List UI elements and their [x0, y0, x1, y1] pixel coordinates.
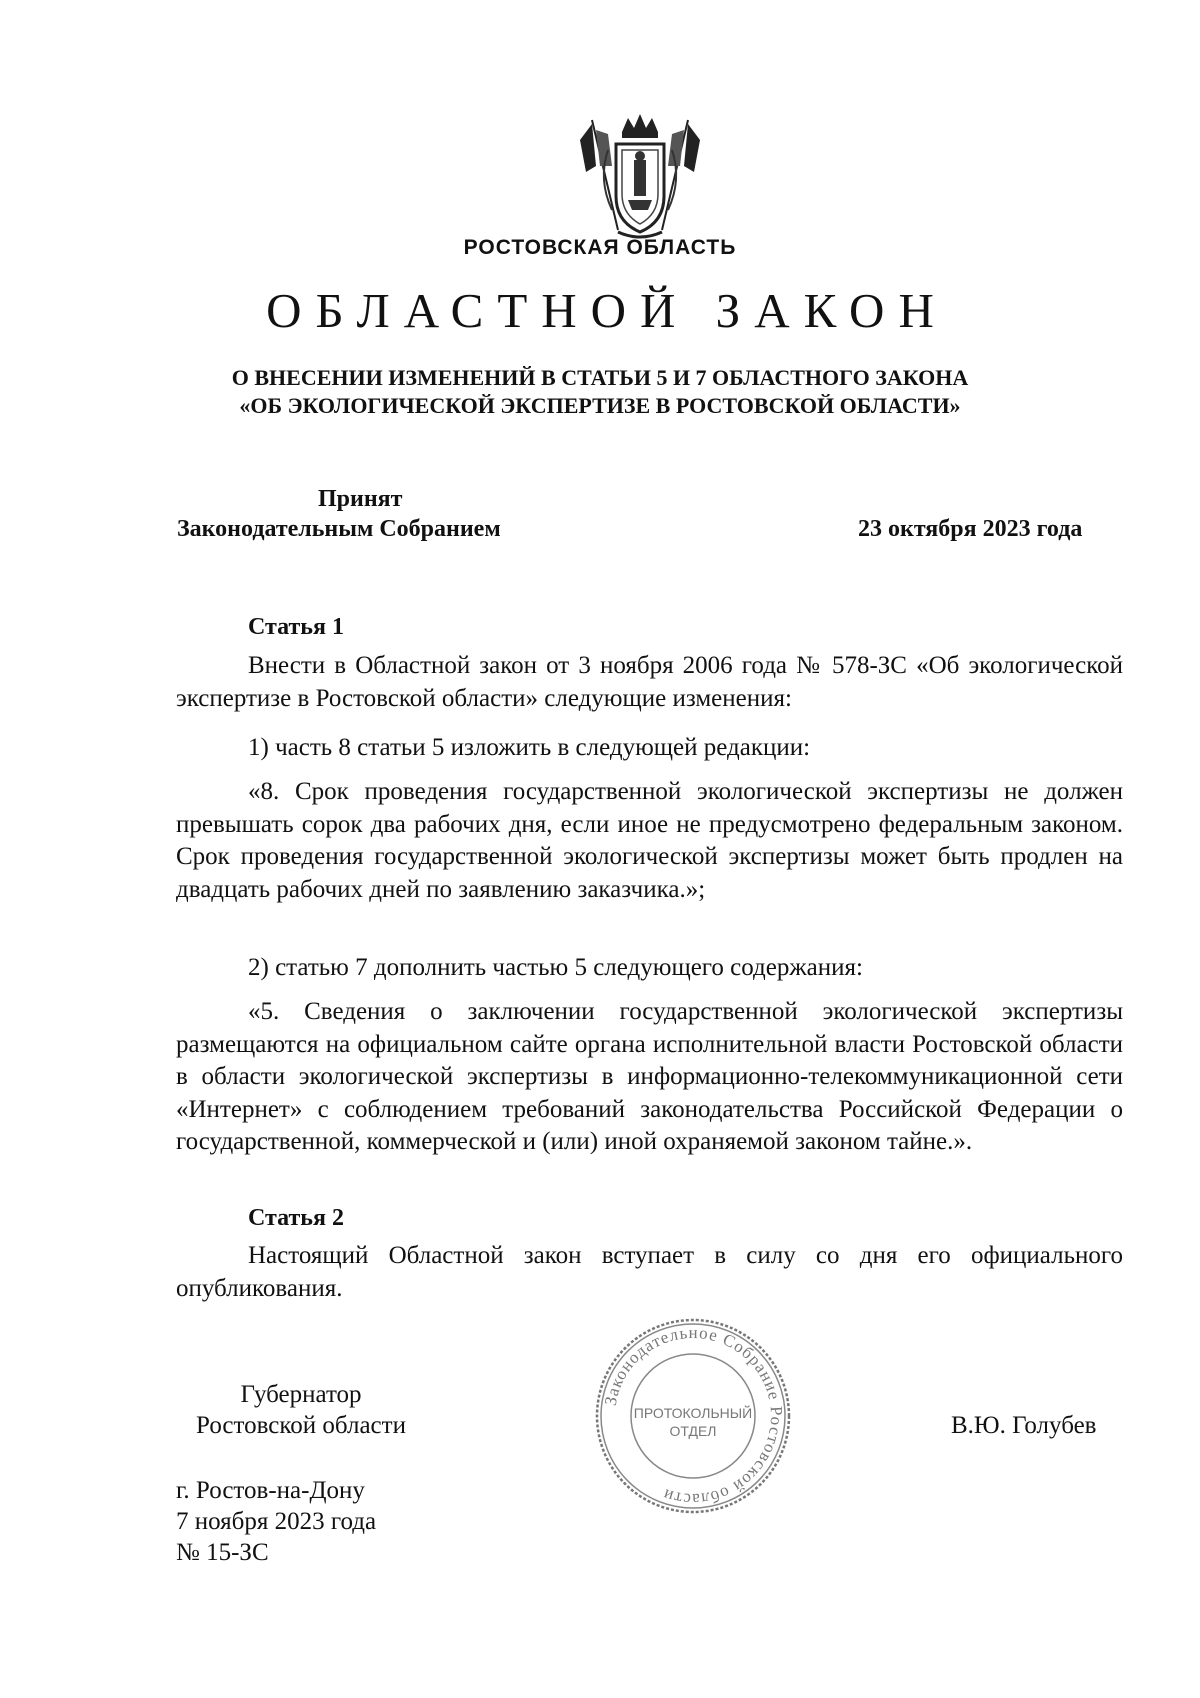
- round-stamp-icon: [593, 1316, 793, 1516]
- article-1-paragraph: «8. Срок проведения государственной экологической экспертизы не должен превышать сорок два рабочих дня, если иное не предусмотрено федеральным законом. Срок проведения государственной экологической экспертизы может быть продлен на двадцать рабочих дней по заявлению заказчика.»;: [176, 778, 1123, 903]
- law-title-line-1: О ВНЕСЕНИИ ИЗМЕНЕНИЙ В СТАТЬИ 5 И 7 ОБЛАСТНОГО ЗАКОНА: [231, 365, 969, 390]
- adoption-body: Законодательным Собранием: [177, 516, 501, 542]
- stamp-center-line-2: ОТДЕЛ: [669, 1423, 717, 1439]
- article-1-paragraph: 1) часть 8 статьи 5 изложить в следующей редакции:: [248, 734, 811, 761]
- article-1-paragraph: 2) статью 7 дополнить частью 5 следующего содержания:: [248, 954, 863, 981]
- region-name: РОСТОВСКАЯ ОБЛАСТЬ: [463, 236, 737, 259]
- article-2-heading: Статья 2: [248, 1205, 344, 1231]
- adoption-date: 23 октября 2023 года: [858, 516, 1083, 542]
- signing-date: 7 ноября 2023 года: [176, 1508, 377, 1535]
- signatory-title-line-1: Губернатор: [240, 1381, 362, 1408]
- signing-place: г. Ростов-на-Дону: [176, 1477, 365, 1504]
- article-1-paragraph: Внести в Областной закон от 3 ноября 2006 года № 578-ЗС «Об экологической экспертизе в Ростовской области» следующие изменения:: [176, 652, 1123, 712]
- article-1-paragraph: «5. Сведения о заключении государственной экологической экспертизы размещаются на официальном сайте органа исполнительной власти Ростовской области в области экологической экспертизы в информационно-телекоммуникационной сети «Интернет» с соблюдением требований законодательства Российской Федерации о государственной, коммерческой и (или) иной охраняемой законом тайне.».: [176, 998, 1123, 1155]
- signatory-name: В.Ю. Голубев: [951, 1412, 1097, 1439]
- article-1-heading: Статья 1: [248, 614, 344, 640]
- article-2-paragraph: Настоящий Областной закон вступает в силу со дня его официального опубликования.: [176, 1242, 1123, 1302]
- adoption-label: Принят: [318, 486, 403, 512]
- law-type-heading: ОБЛАСТНОЙ ЗАКОН: [266, 283, 948, 338]
- rostov-oblast-coat-of-arms-icon: [578, 110, 702, 244]
- law-title-line-2: «ОБ ЭКОЛОГИЧЕСКОЙ ЭКСПЕРТИЗЕ В РОСТОВСКОЙ ОБЛАСТИ»: [239, 393, 961, 418]
- stamp-ring-text: Законодательное Собрание Ростовской области: [600, 1322, 787, 1510]
- stamp-center-line-1: ПРОТОКОЛЬНЫЙ: [633, 1405, 753, 1421]
- signatory-title-line-2: Ростовской области: [196, 1412, 406, 1439]
- law-number: № 15-ЗС: [176, 1539, 269, 1566]
